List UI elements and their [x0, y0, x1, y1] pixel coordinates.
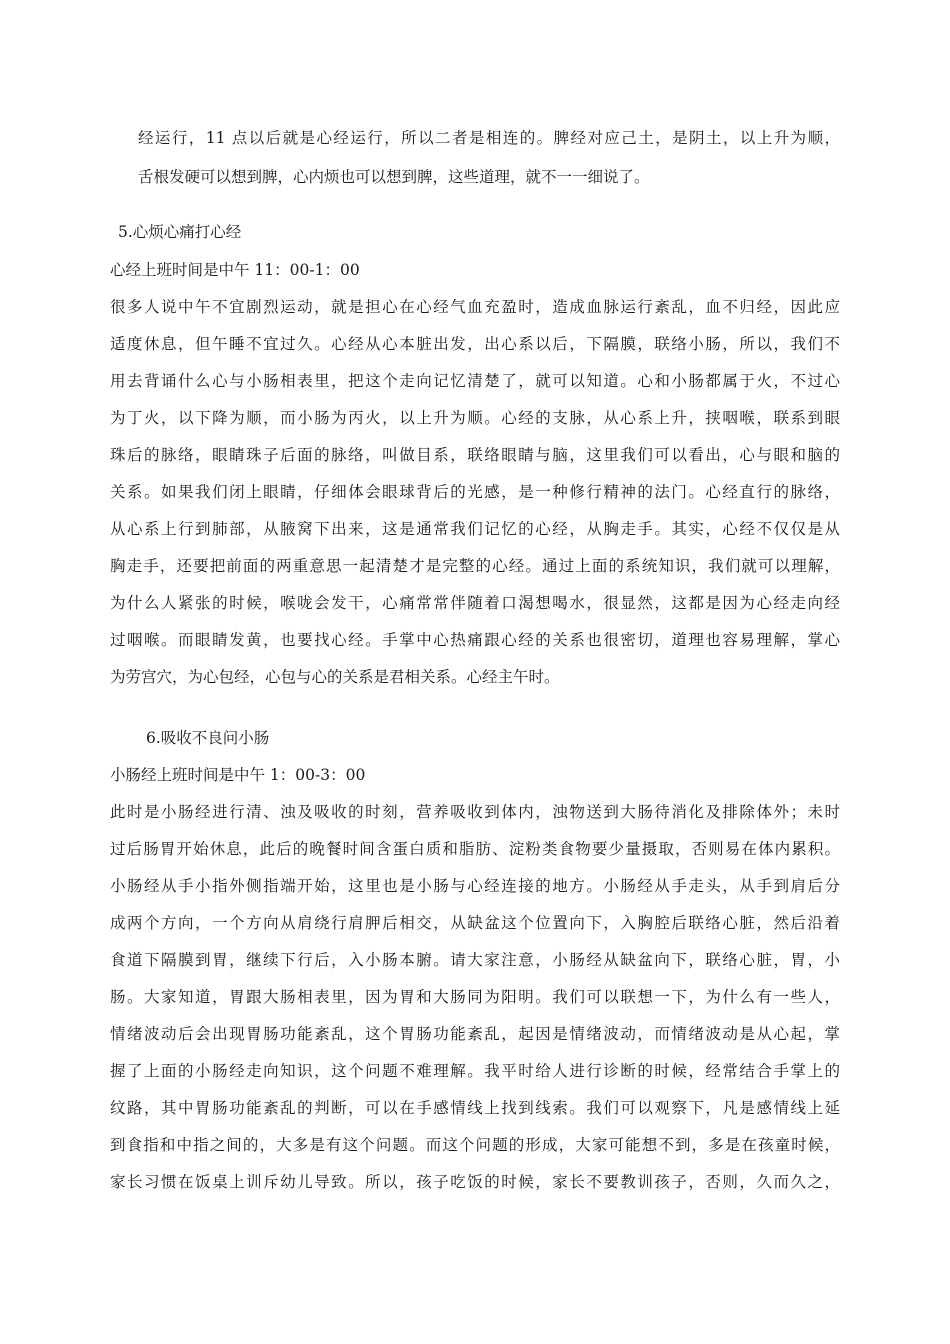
section-5-time: 心经上班时间是中午 11：00-1：00	[110, 261, 360, 279]
section-6-line-11: 家长习惯在饭桌上训斥幼儿导致。所以，孩子吃饭的时候，家长不要教训孩子，否则，久而久之，	[110, 1173, 840, 1191]
section-6-time: 小肠经上班时间是中午 1：00-3：00	[110, 766, 366, 784]
section-6-line-2: 过后肠胃开始休息，此后的晚餐时间含蛋白质和脂肪、淀粉类食物要少量摄取，否则易在体内累积。	[110, 840, 840, 858]
section-5-line-11: 为劳宫穴，为心包经，心包与心的关系是君相关系。心经主午时。	[110, 668, 560, 686]
section-6-line-4: 成两个方向，一个方向从肩绕行肩胛后相交，从缺盆这个位置向下，入胸腔后联络心脏，然后沿着	[110, 914, 840, 932]
section-6-line-6: 肠。大家知道，胃跟大肠相表里，因为胃和大肠同为阳明。我们可以联想一下，为什么有一些人，	[110, 988, 840, 1006]
section-5-line-7: 从心系上行到肺部，从腋窝下出来，这是通常我们记忆的心经，从胸走手。其实，心经不仅仅是从	[110, 520, 840, 538]
section-6-heading: 6.吸收不良问小肠	[146, 729, 270, 747]
section-6-line-1: 此时是小肠经进行清、浊及吸收的时刻，营养吸收到体内，浊物送到大肠待消化及排除体外；未时	[110, 803, 840, 821]
section-6-line-5: 食道下隔膜到胃，继续下行后，入小肠本腑。请大家注意，小肠经从缺盆向下，联络心脏，胃，小	[110, 951, 840, 969]
section-5-line-3: 用去背诵什么心与小肠相表里，把这个走向记忆清楚了，就可以知道。心和小肠都属于火，不过心	[110, 372, 840, 390]
section-5-heading: 5.心烦心痛打心经	[118, 223, 242, 241]
section-5-line-10: 过咽喉。而眼睛发黄，也要找心经。手掌中心热痛跟心经的关系也很密切，道理也容易理解，掌心	[110, 631, 840, 649]
section-5-line-5: 珠后的脉络，眼睛珠子后面的脉络，叫做目系，联络眼睛与脑，这里我们可以看出，心与眼和脑的	[110, 446, 840, 464]
intro-line-1: 经运行，11 点以后就是心经运行，所以二者是相连的。脾经对应己土，是阴土，以上升为顺，	[138, 129, 840, 147]
section-5-line-1: 很多人说中午不宜剧烈运动，就是担心在心经气血充盈时，造成血脉运行紊乱，血不归经，因此应	[110, 298, 840, 316]
intro-line-2: 舌根发硬可以想到脾，心内烦也可以想到脾，这些道理，就不一一细说了。	[138, 168, 650, 186]
section-6-line-3: 小肠经从手小指外侧指端开始，这里也是小肠与心经连接的地方。小肠经从手走头，从手到肩后分	[110, 877, 840, 895]
section-5-line-6: 关系。如果我们闭上眼睛，仔细体会眼球背后的光感，是一种修行精神的法门。心经直行的脉络，	[110, 483, 840, 501]
section-5-line-4: 为丁火，以下降为顺，而小肠为丙火，以上升为顺。心经的支脉，从心系上升，挟咽喉，联系到眼	[110, 409, 840, 427]
section-5-line-8: 胸走手，还要把前面的两重意思一起清楚才是完整的心经。通过上面的系统知识，我们就可以理解，	[110, 557, 840, 575]
section-5-line-2: 适度休息，但午睡不宜过久。心经从心本脏出发，出心系以后，下隔膜，联络小肠，所以，我们不	[110, 335, 840, 353]
section-6-line-7: 情绪波动后会出现胃肠功能紊乱，这个胃肠功能紊乱，起因是情绪波动，而情绪波动是从心起，掌	[110, 1025, 840, 1043]
section-6-line-9: 纹路，其中胃肠功能紊乱的判断，可以在手感情线上找到线索。我们可以观察下，凡是感情线上延	[110, 1099, 840, 1117]
section-5-line-9: 为什么人紧张的时候，喉咙会发干，心痛常常伴随着口渴想喝水，很显然，这都是因为心经走向经	[110, 594, 840, 612]
section-6-line-8: 握了上面的小肠经走向知识，这个问题不难理解。我平时给人进行诊断的时候，经常结合手掌上的	[110, 1062, 840, 1080]
section-6-line-10: 到食指和中指之间的，大多是有这个问题。而这个问题的形成，大家可能想不到，多是在孩童时候，	[110, 1136, 840, 1154]
